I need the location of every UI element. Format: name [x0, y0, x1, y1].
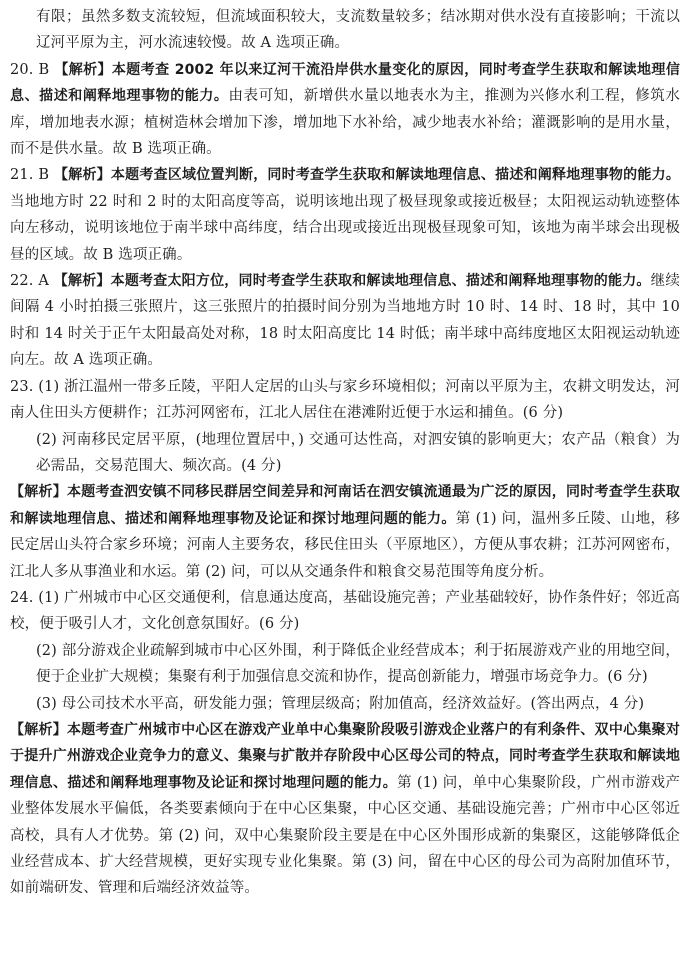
analysis-heading: 【解析】本题考查太阳方位，同时考查学生获取和解读地理信息、描述和阐释地理事物的能力。 — [53, 273, 651, 290]
paragraph-q24-part2 — [10, 638, 680, 691]
text-run: (2) 部分游戏企业疏解到城市中心区外围，利于降低企业经营成本；利于拓展游戏产业的用地空间，便于企业扩大规模；集聚有利于加强信息交流和协作，提高创新能力，增强市场竞争力。(6 分) — [36, 642, 680, 686]
question-number: 22. A — [10, 273, 54, 290]
paragraph-q24-part1 — [10, 585, 680, 638]
paragraph-q24-part3 — [10, 691, 680, 717]
paragraph-q23-analysis — [10, 479, 680, 585]
text-run: 当地地方时 22 时和 2 时的太阳高度等高，说明该地出现了极昼现象或接近极昼；太阳视运动轨迹整体向左移动，说明该地位于南半球中高纬度，结合出现或接近出现极昼现象可知，该地为南半球会出现极昼的区域。故 B 选项正确。 — [10, 193, 680, 263]
analysis-heading: 【解析】本题考查区域位置判断，同时考查学生获取和解读地理信息、描述和阐释地理事物的能力。 — [54, 167, 680, 184]
paragraph-q23-part1 — [10, 374, 680, 427]
analysis-heading: 【解析】本题考查广州城市中心区在游戏产业单中心集聚阶段吸引游戏企业落户的有利条件、双中心集聚对于提升广州游戏企业竞争力的意义、集聚与扩散并存阶段中心区母公司的特点，同时考查学生获取和解读地理信息、描述和阐释地理事物及论证和探讨地理问题的能力。 — [10, 721, 680, 791]
text-run: 第 (1) 问，单中心集聚阶段，广州市游戏产业整体发展水平偏低，各类要素倾向于在中心区集聚，中心区交通、基础设施完善；广州市中心区邻近高校，具有人才优势。第 (2) 问，双中心集聚阶段主要是在中心区外围形成新的集聚区，这能够降低企业经营成本、扩大经营规模，更好实现专业化集聚。第 (3) 问，留在中心区的母公司为高附加值环节，如前端研发、管理和后端经济效益等。 — [10, 774, 680, 897]
question-number: 21. B — [10, 167, 54, 184]
text-run: 有限；虽然多数支流较短，但流域面积较大，支流数量较多；结冰期对供水没有直接影响；干流以辽河平原为主，河水流速较慢。故 A 选项正确。 — [36, 9, 680, 52]
paragraph-q23-part2 — [10, 427, 680, 480]
text-run: 由表可知，新增供水量以地表水为主，推测为兴修水利工程，修筑水库，增加地表水源；植树造林会增加下渗，增加地下水补给，减少地表水补给；灌溉影响的是用水量，而不是供水量。故 B 选项正确。 — [10, 88, 681, 158]
text-run: 第 (1) 问，温州多丘陵、山地，移民定居山头符合家乡环境；河南人主要务农，移民住田头（平原地区），方便从事农耕；江苏河网密布，江北人多从事渔业和水运。第 (2) 问，可以从交通条件和粮食交易范围等角度分析。 — [10, 510, 680, 580]
paragraph-q20 — [10, 57, 680, 163]
analysis-heading: 【解析】本题考查 2002 年以来辽河干流沿岸供水量变化的原因，同时考查学生获取和解读地理信息、描述和阐释地理事物的能力。 — [10, 61, 680, 105]
text-run: 24. (1) 广州城市中心区交通便利，信息通达度高，基础设施完善；产业基础较好，协作条件好；邻近高校，便于吸引人才，文化创意氛围好。(6 分) — [10, 589, 680, 633]
analysis-heading: 【解析】本题考查泗安镇不同移民群居空间差异和河南话在泗安镇流通最为广泛的原因，同时考查学生获取和解读地理信息、描述和阐释地理事物及论证和探讨地理问题的能力。 — [10, 484, 680, 527]
text-run: 23. (1) 浙江温州一带多丘陵，平阳人定居的山头与家乡环境相似；河南以平原为主，农耕文明发达，河南人住田头方便耕作；江苏河网密布，江北人居住在港滩附近便于水运和捕鱼。(6 分) — [10, 378, 680, 422]
text-run: 继续间隔 4 小时拍摄三张照片，这三张照片的拍摄时间分别为当地地方时 10 时、14 时、18 时，其中 10 时和 14 时关于正午太阳最高处对称，18 时太阳高度比 14 时低；南半球中高纬度地区太阳视运动轨迹向左。故 A 选项正确。 — [10, 273, 680, 369]
paragraph-q22 — [10, 268, 680, 374]
text-run: (3) 母公司技术水平高，研发能力强；管理层级高；附加值高，经济效益好。(答出两点，4 分) — [36, 695, 645, 712]
paragraph-q19-continuation — [10, 4, 680, 57]
paragraph-q21 — [10, 162, 680, 268]
paragraph-q24-analysis — [10, 717, 680, 902]
text-run: (2) 河南移民定居平原，(地理位置居中，) 交通可达性高，对泗安镇的影响更大；农产品（粮食）为必需品，交易范围大、频次高。(4 分) — [36, 431, 680, 474]
question-number: 20. B — [10, 61, 55, 78]
